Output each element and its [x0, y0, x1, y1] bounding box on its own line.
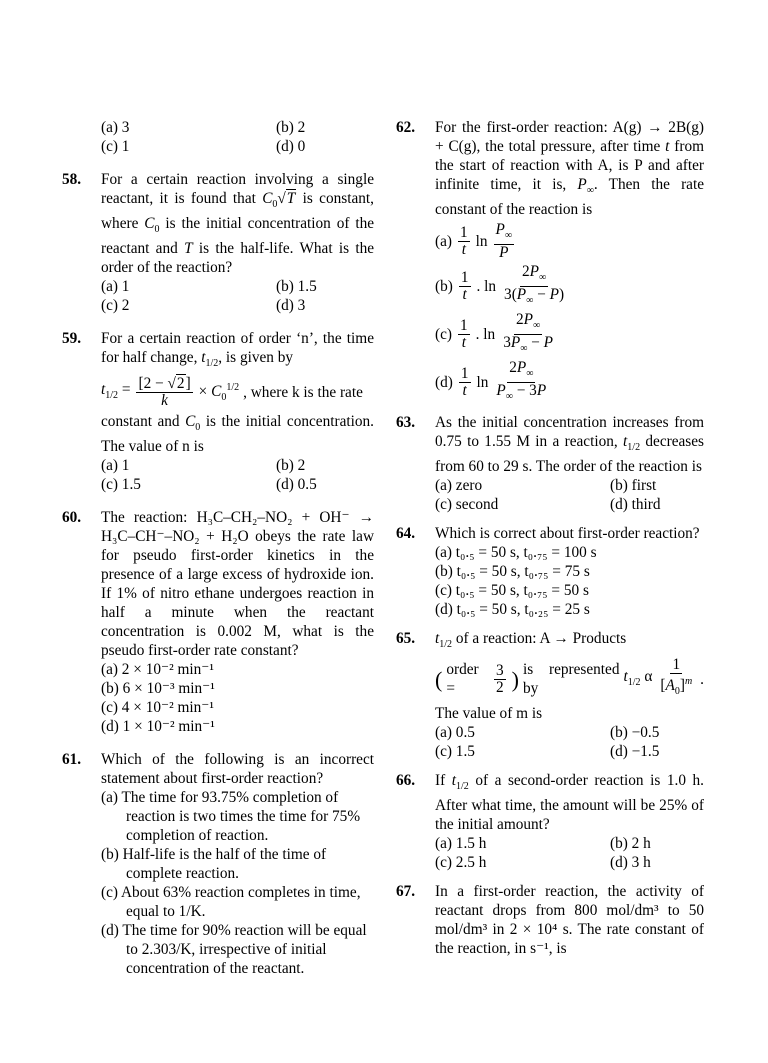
question-text: If $t_{1/2}$ of a second-order reaction is 1.0 h. After what time, the amount will be 25% of the initial amount?	[435, 771, 704, 833]
question-number: 62.	[396, 119, 416, 136]
question-61	[62, 750, 374, 978]
question-60	[62, 508, 374, 736]
option: (b) 2	[276, 119, 306, 136]
option: (a) 1	[101, 457, 130, 475]
question-text: For a certain reaction involving a single reactant, it is found that $C_0√T$ is constant, where $C_0$ is the initial concentration of the reactant and T is the half-life. What is the order of the reaction?	[101, 171, 375, 277]
question-59	[62, 329, 374, 494]
option-c-formula: (c) $\frac{1}{t}$ . ln $\frac{2P_\infty}{3P_\infty - P}$	[435, 311, 553, 355]
option: (d) 0.5	[276, 476, 317, 494]
option: (d) 1 × 10⁻² min⁻¹	[101, 718, 215, 736]
question-number: 58.	[62, 171, 82, 188]
question-number: 66.	[396, 771, 416, 789]
option: (a) 2 × 10⁻² min⁻¹	[101, 661, 214, 679]
right-column	[396, 118, 704, 958]
option: (c) 4 × 10⁻² min⁻¹	[101, 699, 214, 717]
option: (a) The time for 93.75% completion of reaction is two times the time for 75% completion of reaction.	[101, 789, 361, 845]
option: (d) 0	[276, 138, 306, 155]
formula: T	[184, 240, 193, 258]
option-a-formula: (a) $\frac{1}{t}$ ln $\frac{P_\infty}{P}$	[435, 221, 513, 262]
option: (b) 1.5	[276, 278, 317, 296]
option: (b) −0.5	[610, 723, 660, 741]
option: (b) 2	[276, 457, 306, 475]
question-text: Which is correct about first-order reaction?	[435, 525, 700, 543]
question-number: 59.	[62, 330, 82, 348]
question-text: For the first-order reaction: A(g) → 2B(g) + C(g), the total pressure, after time t from the start of reaction with A, is P and after infinite time, it is, $P_\infty$. Then the rate constant of the reaction is	[435, 119, 704, 219]
question-text: Which of the following is an incorrect statement about first-order reaction?	[101, 751, 374, 788]
question-text: The value of m is	[435, 704, 543, 722]
order-expression: ( order = $\frac{3}{2}$ ) is represented by $t_{1/2}$ α $\frac{1}{[A_0]^m}$ .	[435, 656, 704, 698]
question-58	[62, 170, 374, 315]
question-text: constant and $C_0$ is the initial concentration. The value of n is	[101, 413, 374, 456]
option: (c) 1.5	[101, 476, 141, 494]
option: (c) t₀.₅ = 50 s, t₀.₇₅ = 50 s	[435, 582, 589, 600]
question-65	[396, 629, 704, 760]
question-62	[396, 118, 704, 405]
formula: $C_0$	[144, 215, 160, 236]
question-text: The reaction: H₃C–CH₂–NO₂ + OH⁻ → H₃C–CH⁻–NO₂ + H₂O obeys the rate law for pseudo first-order kinetics in the presence of a large excess of hydroxide ion. If 1% of nitro ethane undergoes reaction in half a minute when the reactant concentration is 0.002 M, what is the pseudo first-order rate constant?	[101, 509, 374, 660]
option: (d) third	[610, 496, 661, 514]
question-number: 63.	[396, 414, 416, 432]
option: (b) Half-life is the half of the time of complete reaction.	[101, 846, 327, 883]
question-57-options	[62, 118, 374, 156]
option: (c) 2.5 h	[435, 853, 487, 871]
option: (c) 1	[101, 138, 130, 155]
question-number: 65.	[396, 630, 416, 648]
option: (a) 0.5	[435, 723, 475, 741]
option: (d) t₀.₅ = 50 s, t₀.₂₅ = 25 s	[435, 601, 590, 619]
left-column	[62, 118, 374, 978]
option: (c) 2	[101, 297, 130, 315]
question-text: As the initial concentration increases from 0.75 to 1.55 M in a reaction, $t_{1/2}$ decreases from 60 to 29 s. The order of the reaction is	[435, 414, 705, 476]
option: (a) 1.5 h	[435, 834, 487, 852]
question-63	[396, 413, 704, 514]
option: (c) second	[435, 496, 499, 514]
question-text: In a first-order reaction, the activity of reactant drops from 800 mol/dm³ to 50 mol/dm³ in 2 × 10⁴ s. The rate constant of the reaction, in s⁻¹, is	[435, 882, 704, 957]
question-67	[396, 882, 704, 958]
formula: $C_0√T$	[262, 190, 296, 211]
option-b-formula: (b) $\frac{1}{t}$ . ln $\frac{2P_\infty}{3(P_\infty - P)}$	[435, 263, 565, 307]
option: (a) zero	[435, 477, 483, 495]
option: (d) −1.5	[610, 742, 660, 760]
option: (b) 2 h	[610, 834, 651, 852]
option: (a) 3	[101, 119, 130, 136]
question-number: 64.	[396, 525, 416, 543]
option: (c) 1.5	[435, 742, 475, 760]
option: (d) 3 h	[610, 853, 651, 871]
question-number: 61.	[62, 751, 82, 769]
option: (d) The time for 90% reaction will be equal to 2.303/K, irrespective of initial concentration of the reactant.	[101, 922, 367, 978]
question-66	[396, 771, 704, 872]
question-number: 67.	[396, 882, 416, 900]
question-64	[396, 524, 704, 619]
option: (c) About 63% reaction completes in time, equal to 1/K.	[101, 884, 361, 921]
option: (d) 3	[276, 297, 306, 315]
option: (b) 6 × 10⁻³ min⁻¹	[101, 680, 215, 698]
option: (a) 1	[101, 278, 130, 296]
question-text: $t_{1/2}$ of a reaction: A → Products	[435, 630, 627, 651]
question-text: For a certain reaction of order ‘n’, the time for half change, $t_{1/2}$, is given by	[101, 330, 374, 370]
half-life-equation: $t_{1/2}$ = $\frac{[2 - √2]}{k}$ × $C_0^{1/2}$ , where k is the rate	[101, 375, 363, 410]
option: (a) t₀.₅ = 50 s, t₀.₇₅ = 100 s	[435, 544, 597, 562]
option: (b) t₀.₅ = 50 s, t₀.₇₅ = 75 s	[435, 563, 590, 581]
formula: $t_{1/2}$	[201, 349, 219, 370]
question-number: 60.	[62, 509, 82, 527]
option: (b) first	[610, 477, 657, 495]
option-d-formula: (d) $\frac{1}{t}$ ln $\frac{2P_\infty}{P_\infty - 3P}$	[435, 359, 547, 403]
